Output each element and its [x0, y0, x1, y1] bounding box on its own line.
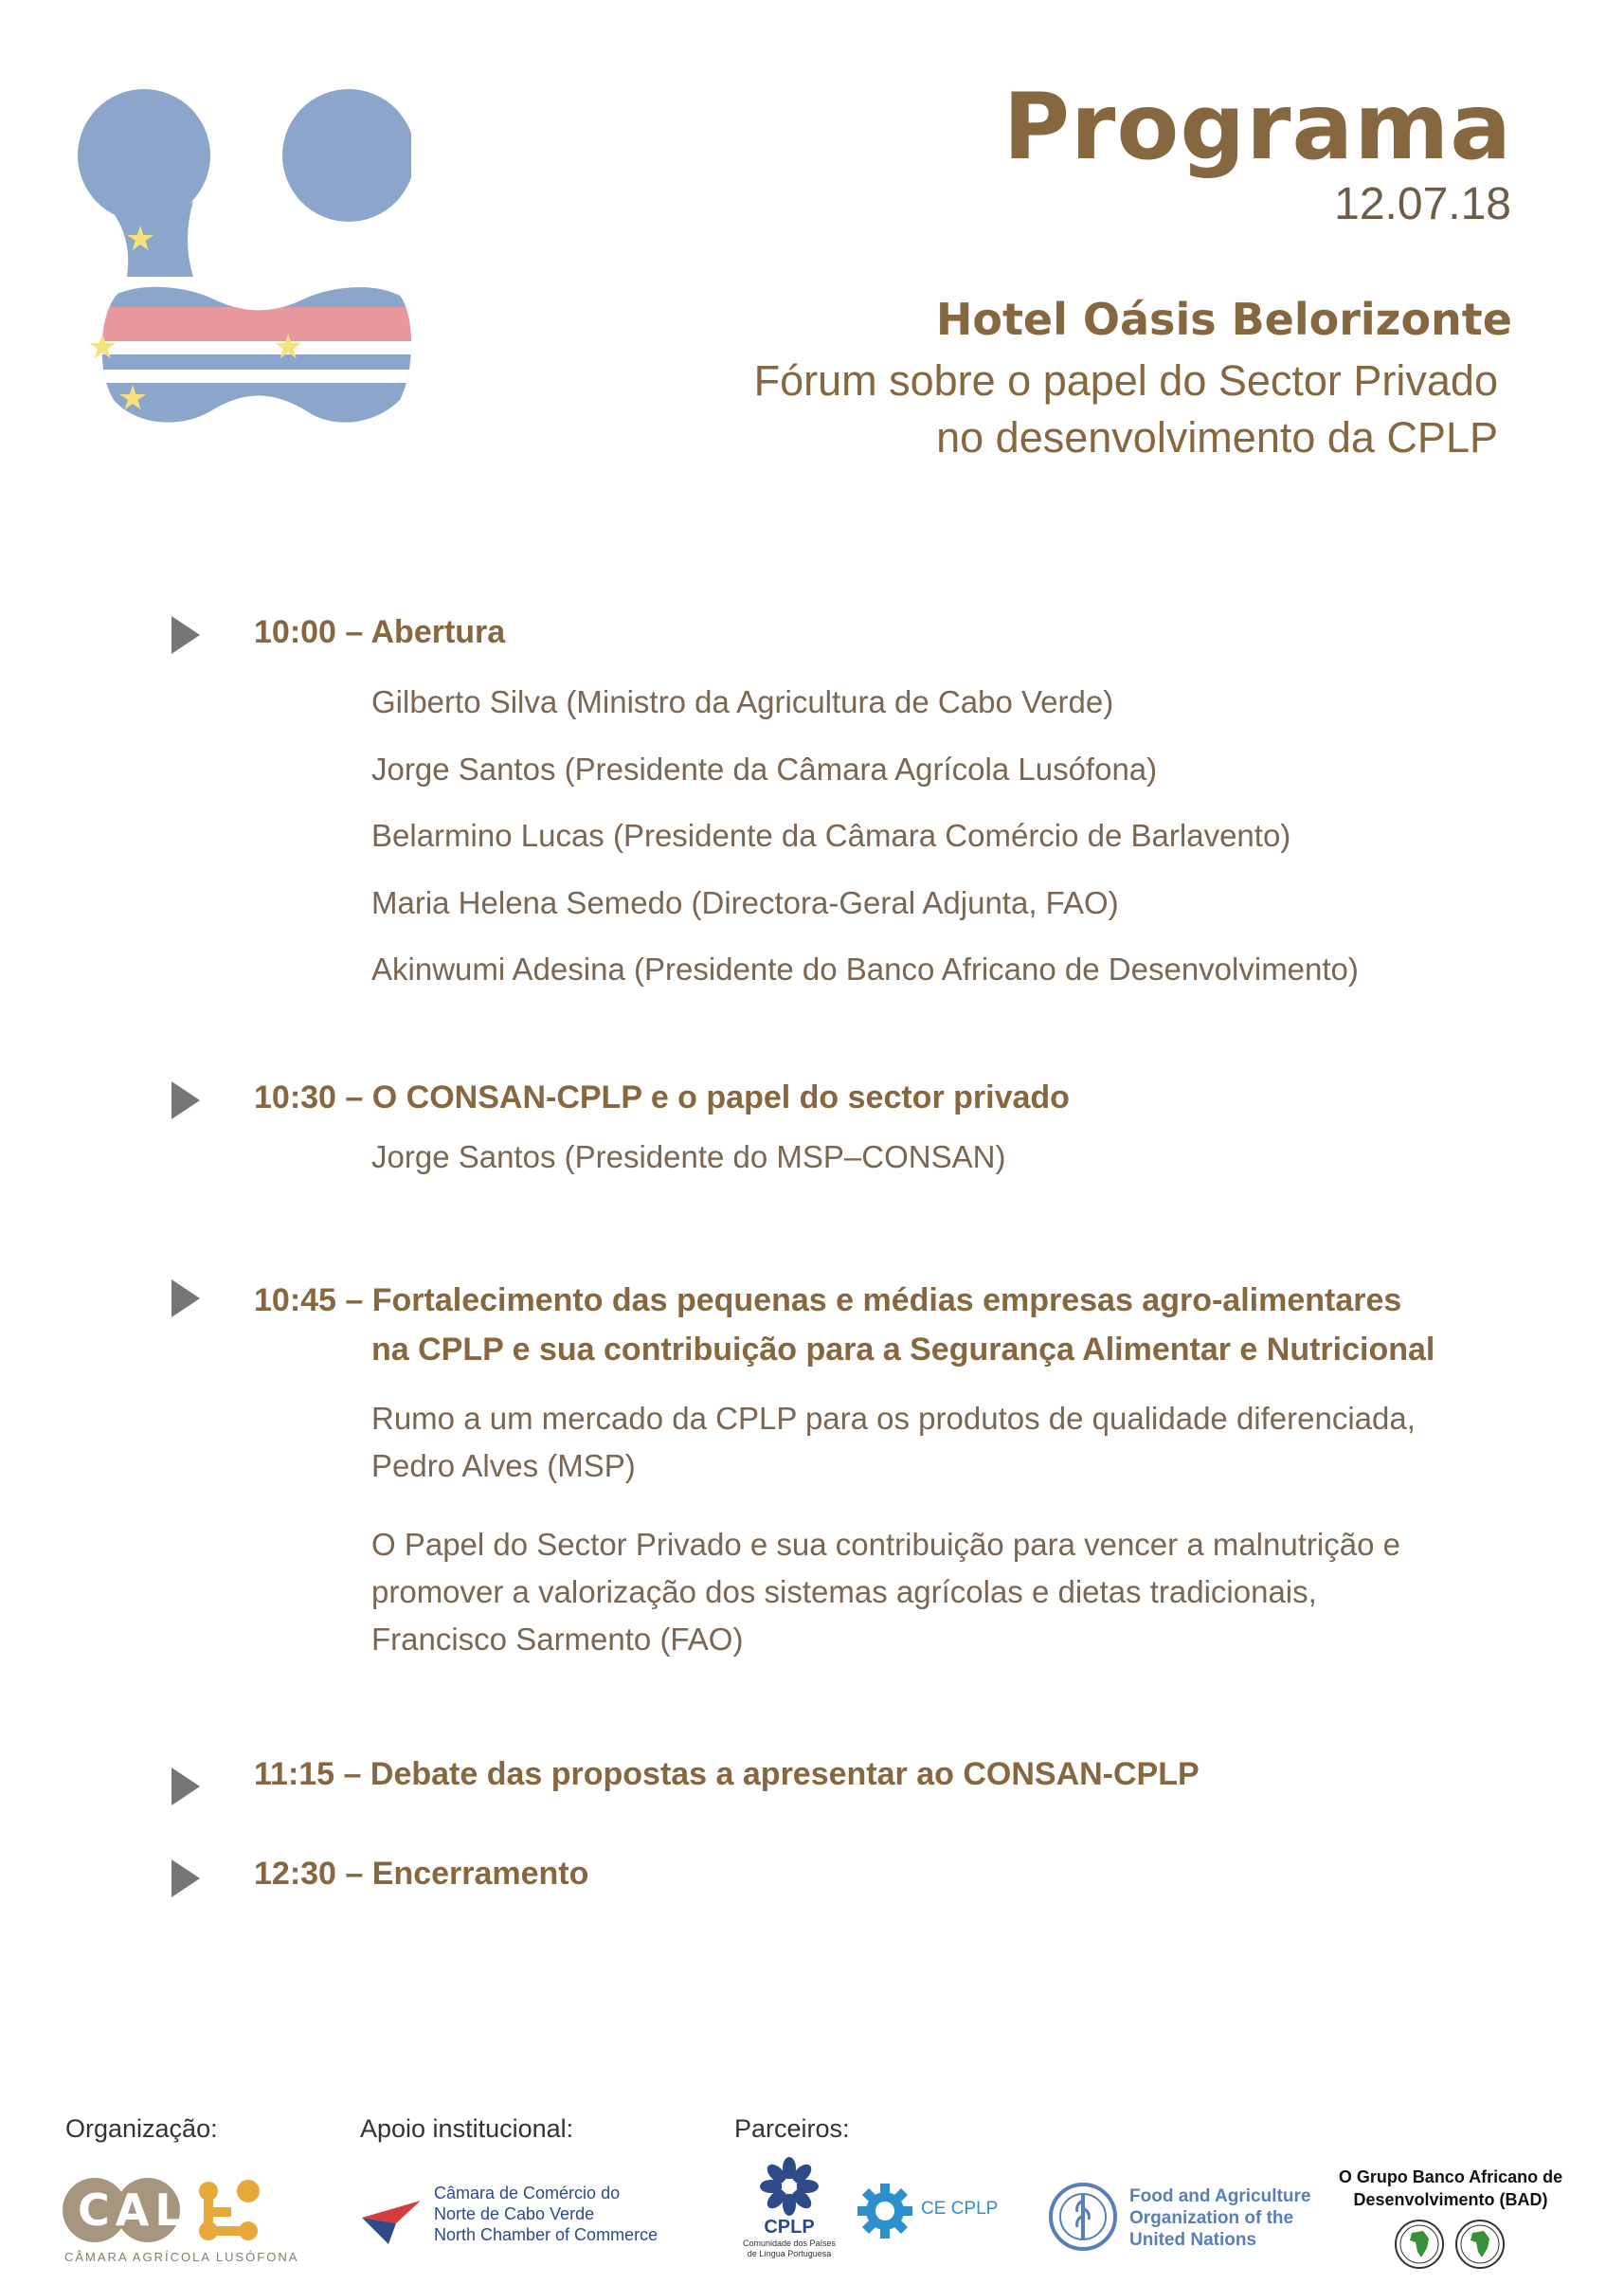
- chamber-name-line: Câmara de Comércio do: [434, 2184, 621, 2202]
- logo-star: ★: [125, 220, 156, 259]
- bullet-arrow-icon: [171, 1859, 200, 1897]
- talk-line: Rumo a um mercado da CPLP para os produtos de qualidade diferenciada,: [371, 1401, 1416, 1436]
- cplp-subtitle: Comunidade dos Países: [742, 2239, 837, 2248]
- talk-line: Pedro Alves (MSP): [371, 1448, 636, 1483]
- cal-name: CÂMARA AGRÍCOLA LUSÓFONA: [64, 2250, 299, 2264]
- footer-organizacao-label: Organização:: [65, 2114, 218, 2143]
- bad-name-line: O Grupo Banco Africano de: [1338, 2167, 1563, 2186]
- logo-star: ★: [117, 379, 149, 418]
- cplp-name: CPLP: [764, 2217, 815, 2238]
- talk-description: [371, 1395, 1416, 1490]
- speaker-line: Gilberto Silva (Ministro da Agricultura de Cabo Verde): [371, 684, 1114, 719]
- chamber-name-line: Norte de Cabo Verde: [434, 2204, 595, 2223]
- event-venue: Hotel Oásis Belorizonte: [935, 294, 1512, 345]
- event-date: 12.07.18: [1334, 179, 1511, 229]
- bullet-arrow-icon: [171, 1279, 200, 1317]
- cplp-logo: [737, 2157, 841, 2280]
- chamber-name: [434, 2183, 658, 2245]
- cecplp-gear-icon: [857, 2184, 912, 2239]
- footer-apoio-label: Apoio institucional:: [360, 2114, 574, 2143]
- agenda-heading-smes: [254, 1277, 1435, 1373]
- fao-name: [1129, 2185, 1310, 2251]
- agenda-heading-opening: 10:00 – Abertura: [254, 614, 506, 650]
- talk-line: Francisco Sarmento (FAO): [371, 1622, 744, 1657]
- agenda-heading-line: 10:45 – Fortalecimento das pequenas e médias empresas agro-alimentares: [254, 1282, 1402, 1318]
- cplp-flower-icon: [756, 2157, 822, 2216]
- agenda-heading-closing: 12:30 – Encerramento: [254, 1856, 589, 1892]
- bad-emblem-icon: [1389, 2218, 1512, 2271]
- fao-emblem-icon: [1048, 2182, 1118, 2252]
- speaker-line: Akinwumi Adesina (Presidente do Banco Africano de Desenvolvimento): [371, 952, 1359, 987]
- speaker-line: Jorge Santos (Presidente do MSP–CONSAN): [371, 1139, 1006, 1174]
- forum-logo: [78, 87, 411, 425]
- forum-subtitle-line: Fórum sobre o papel do Sector Privado: [753, 356, 1498, 405]
- footer-parceiros-label: Parceiros:: [734, 2114, 850, 2143]
- forum-subtitle-line: no desenvolvimento da CPLP: [936, 413, 1498, 462]
- chamber-arrow-icon: [360, 2185, 423, 2248]
- fao-name-line: Food and Agriculture: [1129, 2186, 1311, 2206]
- forum-subtitle: [754, 353, 1498, 466]
- bullet-arrow-icon: [171, 1081, 200, 1119]
- speaker-line: Maria Helena Semedo (Directora-Geral Adjunta, FAO): [371, 885, 1119, 920]
- logo-right-circle: [282, 89, 411, 222]
- cal-letters: CAL: [78, 2184, 189, 2236]
- cal-network-icon: [195, 2178, 262, 2244]
- speaker-line: Belarmino Lucas (Presidente da Câmara Comércio de Barlavento): [371, 818, 1291, 853]
- logo-star: ★: [273, 328, 304, 367]
- cal-logo: [63, 2178, 299, 2269]
- fao-name-line: Organization of the: [1129, 2208, 1294, 2228]
- logo-star: ★: [87, 328, 118, 367]
- agenda-heading-consan: 10:30 – O CONSAN-CPLP e o papel do sector privado: [254, 1079, 1070, 1115]
- chamber-name-line: North Chamber of Commerce: [434, 2225, 659, 2244]
- talk-description: [371, 1521, 1400, 1663]
- fao-name-line: United Nations: [1129, 2230, 1257, 2250]
- logo-left-circle: [78, 89, 210, 222]
- talk-line: promover a valorização dos sistemas agrícolas e dietas tradicionais,: [371, 1574, 1317, 1609]
- agenda-heading-line: [254, 1326, 1435, 1373]
- cecplp-name: CE CPLP: [921, 2199, 999, 2219]
- bullet-arrow-icon: [171, 1767, 200, 1805]
- talk-line: O Papel do Sector Privado e sua contribuição para vencer a malnutrição e: [371, 1527, 1400, 1562]
- agenda-heading-line-text: na CPLP e sua contribuição para a Segurança Alimentar e Nutricional: [371, 1332, 1435, 1368]
- cplp-subtitle: de Língua Portuguesa: [747, 2249, 832, 2258]
- speaker-line: Jorge Santos (Presidente da Câmara Agrícola Lusófona): [371, 752, 1158, 787]
- bullet-arrow-icon: [171, 616, 200, 654]
- agenda-heading-debate: 11:15 – Debate das propostas a apresentar ao CONSAN-CPLP: [254, 1756, 1200, 1792]
- page-title: Programa: [1002, 74, 1512, 180]
- bad-name: [1323, 2166, 1579, 2211]
- bad-name-line: Desenvolvimento (BAD): [1353, 2190, 1548, 2209]
